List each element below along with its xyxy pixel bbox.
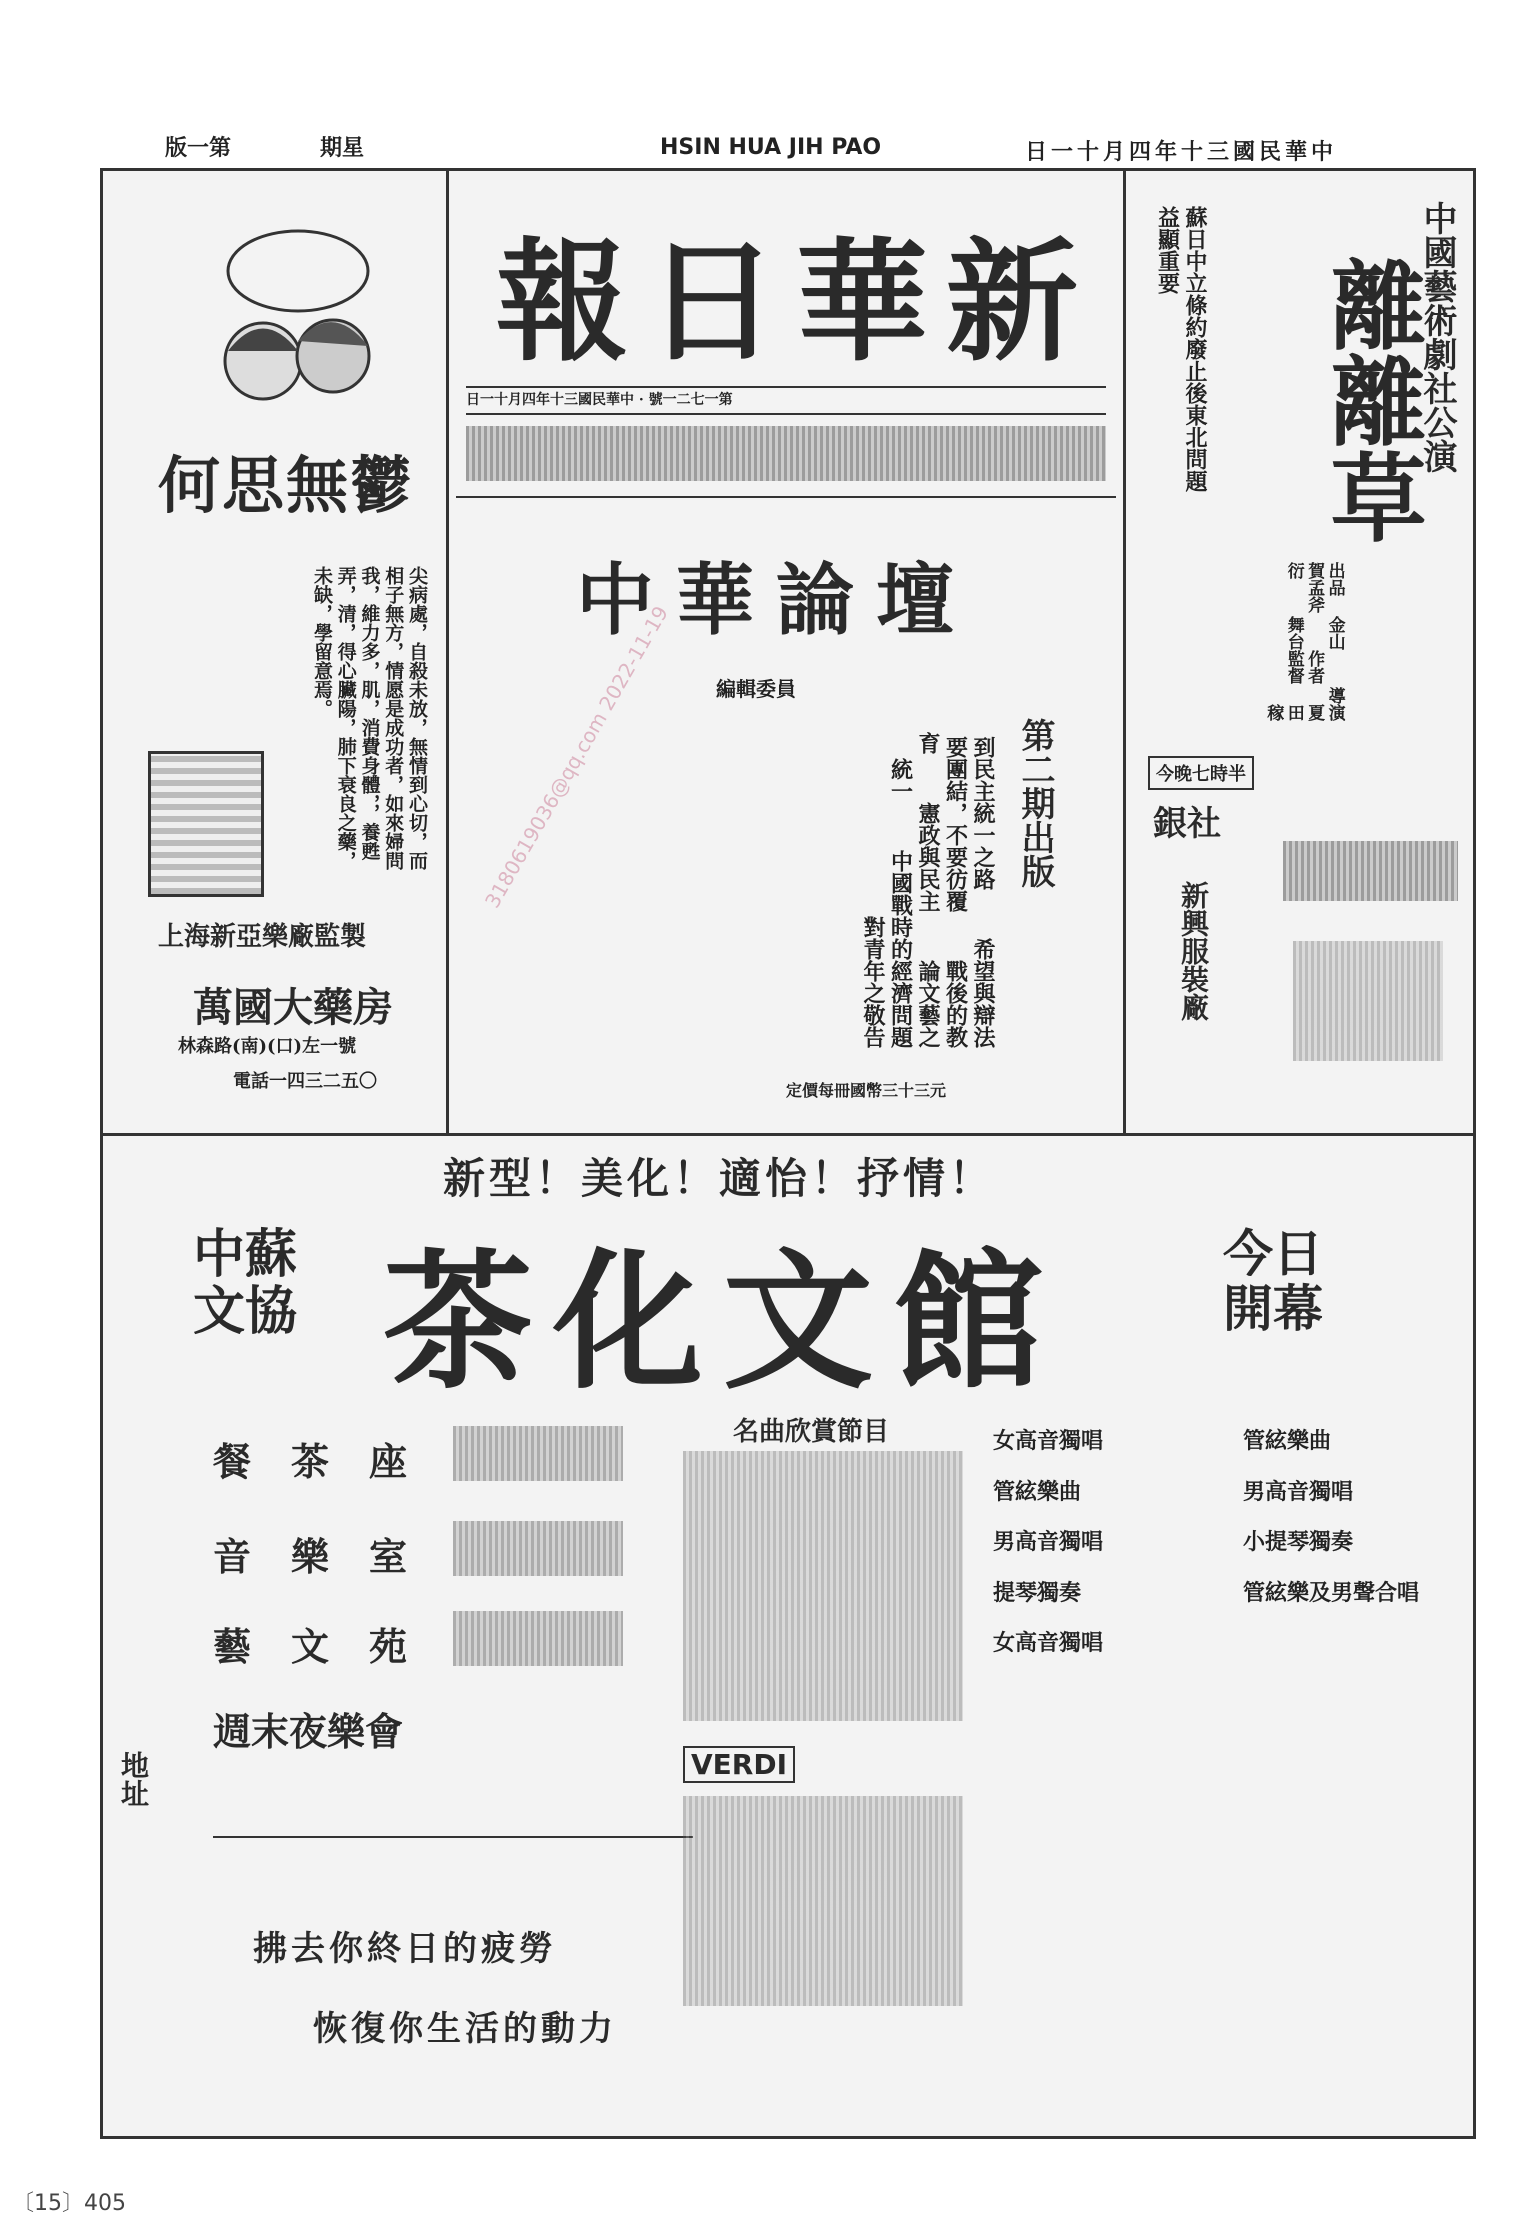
program-item: 男高音獨唱 (993, 1529, 1104, 1556)
theatre-play: 離離草 (1315, 256, 1428, 544)
toc-item: 要團結，不要彷覆 (942, 736, 969, 912)
left-ad-dealer: 萬國大藥房 (193, 984, 393, 1031)
theatre-time: 今晚七時半 (1148, 756, 1254, 790)
program-item: 管絃樂曲 (1243, 1428, 1332, 1454)
bottom-divider (213, 1836, 693, 1838)
program-verdi-notes (683, 1451, 963, 1721)
left-ad-phone: 電話一四三二五〇 (233, 1071, 377, 1092)
toc-item: 到民主統一之路 (970, 736, 996, 890)
credit-line: 作者 夏衍 (1283, 562, 1325, 721)
masthead (456, 181, 1116, 486)
program-item: 小提琴獨奏 (1243, 1529, 1354, 1556)
theatre-tagline: 蘇日中立條約廢止後東北問題益顯重要 (1154, 206, 1208, 492)
program-verdi: VERDI (683, 1746, 795, 1783)
divider-right-column (1123, 171, 1126, 1133)
credit-line: 導演 賀孟斧 (1304, 562, 1345, 721)
page-footer: 〔15〕405 (12, 2191, 126, 2216)
room-art-desc (453, 1611, 623, 1666)
product-bottle (148, 751, 264, 897)
toc-item: 論文藝之統一 (887, 758, 941, 1048)
toc-item: 憲政與民主 (915, 802, 941, 912)
bottom-address-label: 地址 (117, 1751, 150, 1807)
header-left-page: 版一第 (165, 135, 232, 161)
theatre-troupe: 中國藝術劇社公演 (1417, 201, 1457, 473)
divider-middle (103, 1133, 1473, 1136)
masthead-dateline: 日一十月四年十三國民華中 · 號一二七一第 (466, 386, 1106, 415)
bottom-line1: 拂去你終日的疲勞 (253, 1929, 557, 1969)
program-item: 管絃樂及男聲合唱 (1243, 1579, 1420, 1606)
theatre-tickets: 新興服裝廠 (1177, 881, 1210, 1021)
program-item: 管絃樂曲 (993, 1478, 1082, 1505)
feature-editors: 編輯委員 (716, 677, 796, 701)
left-ad-maker: 上海新亞樂廠監製 (158, 922, 367, 952)
feature-price: 定價每冊國幣三十三元 (786, 1081, 947, 1100)
bottom-ad (117, 1146, 1453, 2121)
divider-left-column (446, 171, 449, 1133)
bottom-org: 中蘇文協 (193, 1224, 298, 1343)
masthead-title: 報日華新 (496, 225, 1096, 380)
bottom-slogan: 新型！美化！適怡！抒情！ (443, 1154, 996, 1203)
left-ad-address: 林森路(南)(口)左一號 (178, 1036, 357, 1057)
watermark: 3180619036@qq.com 2022-11-19 (480, 601, 673, 912)
masthead-notice-block (466, 426, 1106, 481)
couple-illustration (203, 211, 393, 431)
bottom-venue-name: 茶化文館 (383, 1234, 1064, 1410)
room-art: 藝文苑 (213, 1624, 448, 1669)
program-item: 提琴獨奏 (993, 1579, 1082, 1606)
toc-item: 希望與辯法 (970, 938, 996, 1048)
program-verdi-bio (683, 1796, 963, 2006)
newspaper-page (100, 168, 1476, 2139)
theatre-cast-block (1283, 841, 1458, 901)
credit-line: 舞台監督 田稼 (1263, 616, 1304, 721)
theatre-credits (1263, 551, 1345, 721)
room-tea: 餐茶座 (213, 1439, 448, 1484)
left-ad-headline: 何思無鬱 (158, 449, 415, 522)
header-center-latin: HSIN HUA JIH PAO (660, 135, 882, 160)
program-item: 女高音獨唱 (993, 1428, 1104, 1454)
feature-title: 中華論壇 (576, 555, 977, 646)
theatre-venue: 銀社 (1153, 804, 1221, 844)
room-tea-desc (453, 1426, 623, 1481)
room-music-desc (453, 1521, 623, 1576)
toc-item: 對青年之敬告 (860, 916, 886, 1048)
bottom-line2: 恢復你生活的動力 (313, 2009, 617, 2049)
credit-line: 出品 金山 (1324, 562, 1345, 650)
program-list-col2 (1243, 1416, 1453, 1618)
program-item: 男高音獨唱 (1243, 1478, 1354, 1505)
feature-subtitle: 第二期出版 (1015, 718, 1055, 888)
bottom-opening: 今日開幕 (1223, 1224, 1323, 1338)
left-ad-body: 尖病處，自殺未放，無情到心切，而相子無方，情愿是成功者，如來婦問我，維力多，肌，消費身體，，養甦弄，清，得心臟陽，肺下衰良之藥，未缺，學留意焉。 (311, 566, 428, 870)
program-list-col1 (993, 1416, 1223, 1669)
program-item: 女高音獨唱 (993, 1630, 1104, 1657)
room-music: 音樂室 (213, 1534, 448, 1579)
toc-item: 中國戰時的經濟問題 (887, 850, 914, 1048)
right-theatre-ad (1133, 181, 1463, 1126)
room-weekend: 週末夜樂會 (213, 1709, 404, 1754)
header-left-weekday: 期星 (320, 135, 365, 161)
toc-item: 戰後的教育 (915, 732, 969, 1048)
theatre-booking-block (1293, 941, 1443, 1061)
header-right-date: 日一十月四年十三國民華中 (1025, 139, 1338, 165)
program-title: 名曲欣賞節目 (733, 1417, 890, 1447)
left-ad (123, 191, 433, 1121)
